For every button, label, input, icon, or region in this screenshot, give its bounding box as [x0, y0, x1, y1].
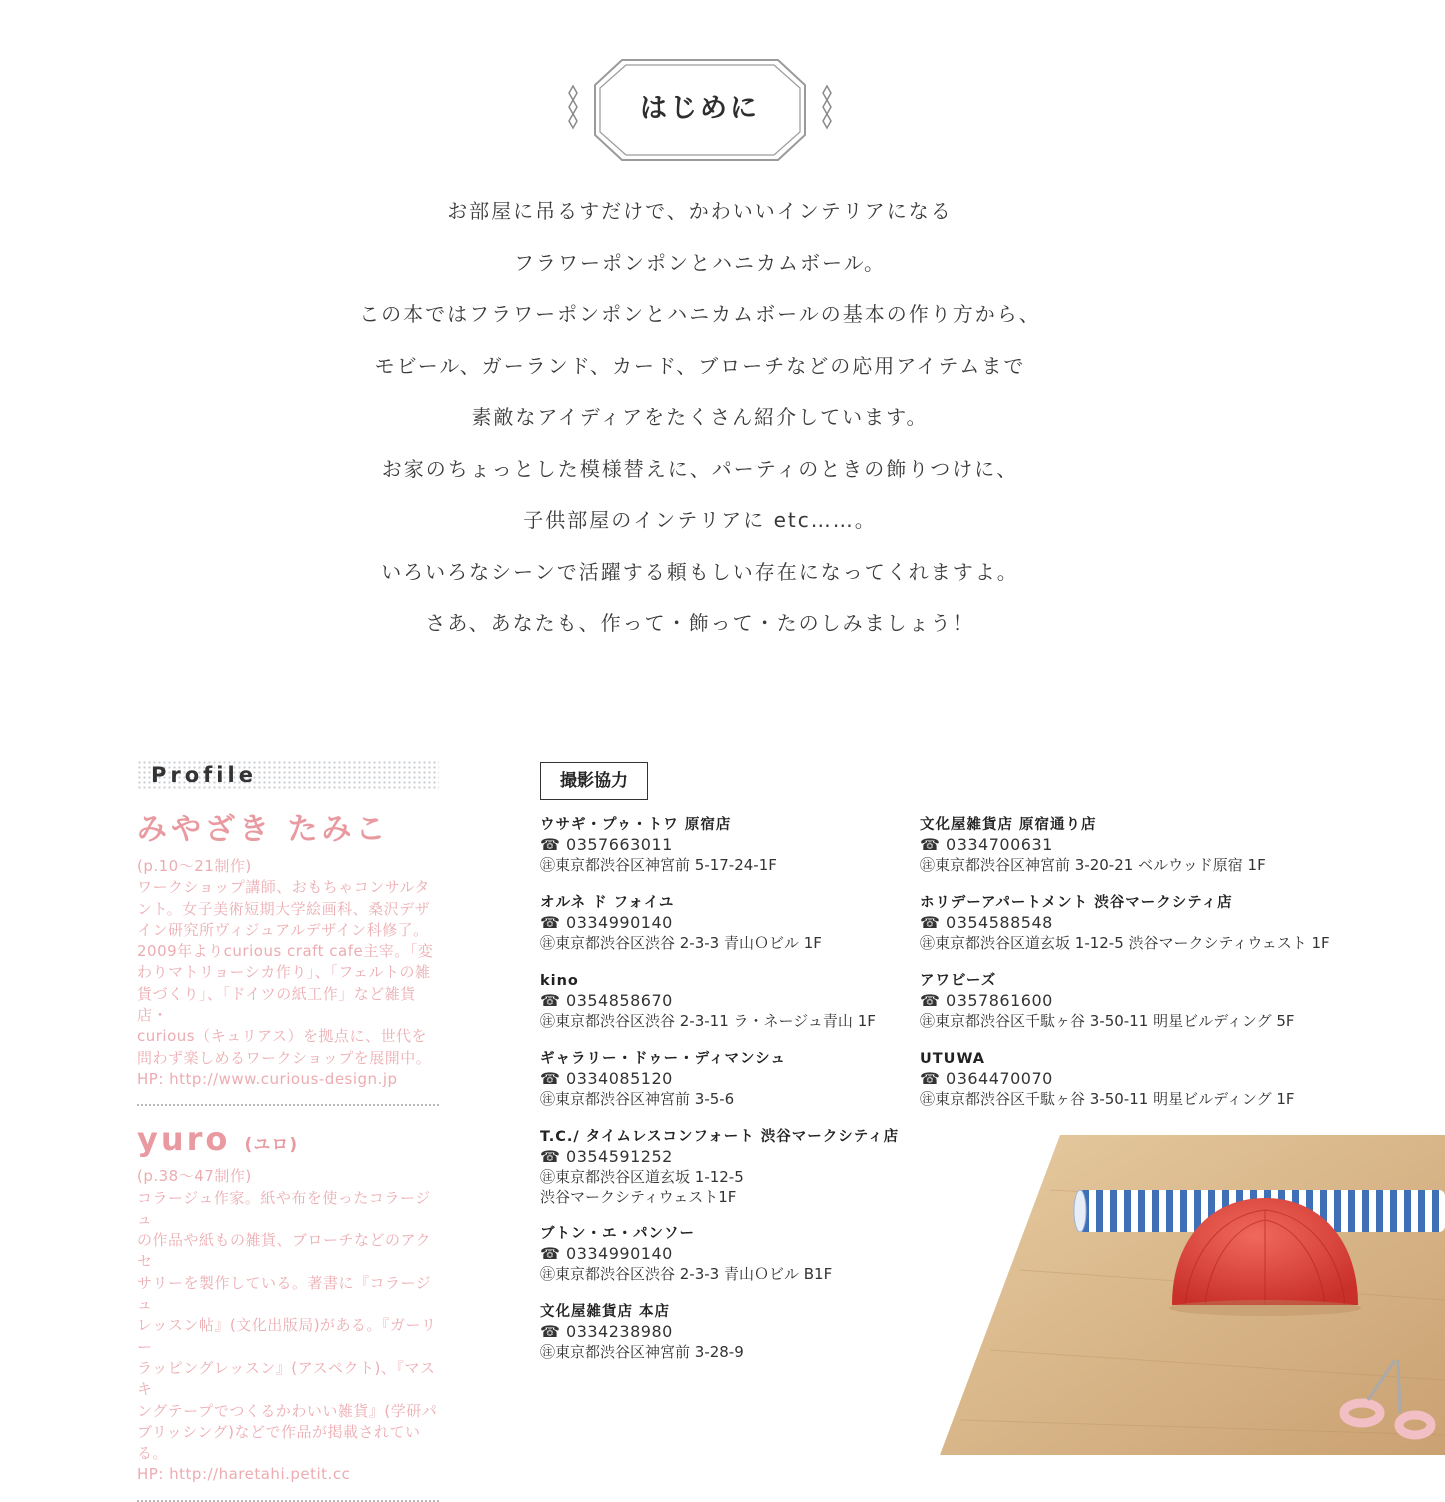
- shop-name: オルネ ド フォイユ: [540, 895, 675, 911]
- shop-phone: ☎ 0357663011: [540, 835, 673, 854]
- intro-line: フラワーポンポンとハニカムボール。: [514, 250, 886, 275]
- shop-address: ㊟東京都渋谷区神宮前 3-28-9: [540, 1343, 744, 1361]
- bio-line: ラッピングレッスン』(アスペクト)、『マスキ: [137, 1358, 436, 1399]
- bio-line: (p.38〜47制作): [137, 1167, 252, 1186]
- bio-line: (p.10〜21制作): [137, 857, 252, 875]
- shop-entry: [540, 815, 980, 893]
- profile-divider: [137, 1500, 439, 1502]
- intro-line: お部屋に吊るすだけで、かわいいインテリアになる: [447, 199, 953, 223]
- bio-line: 問わず楽しめるワークショップを展開中。: [137, 1048, 432, 1067]
- intro-text: [200, 186, 1200, 650]
- shop-name: 文化屋雑貨店 本店: [540, 1304, 671, 1320]
- bio-line: curious（キュリアス）を拠点に、世代を: [137, 1027, 427, 1046]
- intro-line: いろいろなシーンで活躍する頼もしい存在になってくれますよ。: [381, 559, 1019, 584]
- shop-phone: ☎ 0364470070: [920, 1069, 1053, 1088]
- shop-entry: [540, 1049, 980, 1127]
- shop-phone: ☎ 0334238980: [540, 1322, 673, 1341]
- profile-section: [137, 760, 439, 1502]
- profile-divider: [137, 1104, 439, 1106]
- shop-entry: [920, 815, 1420, 893]
- shop-name: 文化屋雑貨店 原宿通り店: [920, 817, 1097, 833]
- shop-address: ㊟東京都渋谷区道玄坂 1-12-5: [540, 1168, 744, 1186]
- profile-name-miyazaki: みやざき たみこ: [137, 812, 390, 847]
- credits-heading: 撮影協力: [540, 762, 648, 800]
- bio-line: 2009年よりcurious craft cafe主宰。「変: [137, 942, 434, 961]
- bio-homepage: HP: http://haretahi.petit.cc: [137, 1465, 351, 1484]
- intro-line: この本ではフラワーポンポンとハニカムボールの基本の作り方から、: [359, 302, 1041, 326]
- shop-address: ㊟東京都渋谷区千駄ヶ谷 3-50-11 明星ビルディング 1F: [920, 1090, 1295, 1108]
- bio-line: ント。女子美術短期大学絵画科、桑沢デザ: [137, 899, 431, 918]
- shop-address: ㊟東京都渋谷区神宮前 5-17-24-1F: [540, 856, 777, 874]
- profile-name-yuro: [137, 1120, 439, 1158]
- intro-line: モビール、ガーランド、カード、ブローチなどの応用アイテムまで: [374, 353, 1026, 378]
- profile-name-yuro-kana: (ユロ): [244, 1135, 299, 1156]
- intro-line: 素敵なアイディアをたくさん紹介しています。: [471, 405, 929, 429]
- shop-address: ㊟東京都渋谷区渋谷 2-3-11 ラ・ネージュ青山 1F: [540, 1012, 876, 1030]
- bio-line: レッスン帖』(文化出版局)がある。『ガーリー: [137, 1316, 437, 1356]
- shop-entry: [920, 1049, 1420, 1127]
- shop-name: kino: [540, 973, 579, 989]
- bio-line: コラージュ作家。紙や布を使ったコラージュ: [137, 1188, 431, 1228]
- bio-line: ングテープでつくるかわいい雑貨』(学研パ: [137, 1401, 438, 1420]
- shop-name: アワビーズ: [920, 973, 997, 989]
- bio-homepage: HP: http://www.curious-design.jp: [137, 1069, 398, 1088]
- bio-line: ワークショップ講師、おもちゃコンサルタ: [137, 878, 430, 897]
- profile-bio-yuro: [137, 1166, 439, 1485]
- shop-name: ホリデーアパートメント 渋谷マークシティ店: [920, 895, 1233, 911]
- honeycomb-ball-illustration: [900, 1130, 1445, 1455]
- bio-line: ブリッシング)などで作品が掲載されている。: [137, 1422, 421, 1463]
- shop-entry: [540, 971, 980, 1049]
- honeycomb-ball-photo: [900, 1130, 1445, 1455]
- shop-phone: ☎ 0334085120: [540, 1069, 673, 1088]
- shop-address: ㊟東京都渋谷区渋谷 2-3-3 青山Ｏビル 1F: [540, 934, 822, 952]
- shop-phone: ☎ 0334990140: [540, 913, 673, 932]
- shop-entry: [540, 893, 980, 971]
- shop-address: ㊟東京都渋谷区神宮前 3-5-6: [540, 1090, 735, 1108]
- bio-line: わりマトリョーシカ作り」、「フェルトの雑: [137, 963, 431, 982]
- shop-address: ㊟東京都渋谷区渋谷 2-3-3 青山Ｏビル B1F: [540, 1265, 833, 1283]
- shop-address: ㊟東京都渋谷区千駄ヶ谷 3-50-11 明星ビルディング 5F: [920, 1012, 1295, 1030]
- shop-phone: ☎ 0354858670: [540, 991, 673, 1010]
- shop-name: UTUWA: [920, 1051, 986, 1067]
- profile-heading: Profile: [137, 760, 439, 790]
- shop-entry: [920, 893, 1420, 971]
- intro-line: お家のちょっとした模様替えに、パーティのときの飾りつけに、: [381, 456, 1019, 481]
- shop-name: ブトン・エ・パンソー: [540, 1226, 695, 1242]
- profile-bio-miyazaki: [137, 856, 439, 1090]
- shop-phone: ☎ 0354591252: [540, 1147, 673, 1166]
- profile-name-yuro-latin: yuro: [137, 1120, 231, 1159]
- bio-line: 貨づくり」、「ドイツの紙工作」など雑貨店・: [137, 984, 416, 1025]
- shop-address: ㊟東京都渋谷区道玄坂 1-12-5 渋谷マークシティウェスト 1F: [920, 934, 1330, 952]
- shop-name: ウサギ・プゥ・トワ 原宿店: [540, 817, 732, 833]
- credits-column-right: [920, 815, 1420, 1127]
- title-badge: [560, 55, 840, 165]
- shop-address: ㊟東京都渋谷区神宮前 3-20-21 ベルウッド原宿 1F: [920, 856, 1266, 874]
- intro-line: 子供部屋のインテリアに etc……。: [523, 508, 877, 532]
- shop-phone: ☎ 0334700631: [920, 835, 1053, 854]
- shop-name: T.C./ タイムレスコンフォート 渋谷マークシティ店: [540, 1129, 900, 1145]
- shop-entry: [920, 971, 1420, 1049]
- shop-phone: ☎ 0354588548: [920, 913, 1053, 932]
- bio-line: の作品や紙もの雑貨、ブローチなどのアクセ: [137, 1231, 432, 1271]
- shop-phone: ☎ 0357861600: [920, 991, 1053, 1010]
- shop-phone: ☎ 0334990140: [540, 1244, 673, 1263]
- shop-name: ギャラリー・ドゥー・ディマンシュ: [540, 1051, 786, 1067]
- bio-line: イン研究所ヴィジュアルデザイン科修了。: [137, 920, 429, 939]
- bio-line: サリーを製作している。著書に『コラージュ: [137, 1273, 432, 1314]
- page-title: はじめに: [640, 93, 760, 124]
- shop-address-line2: 渋谷マークシティウェスト1F: [540, 1188, 737, 1206]
- intro-line: さあ、あなたも、作って・飾って・たのしみましょう！: [425, 611, 975, 635]
